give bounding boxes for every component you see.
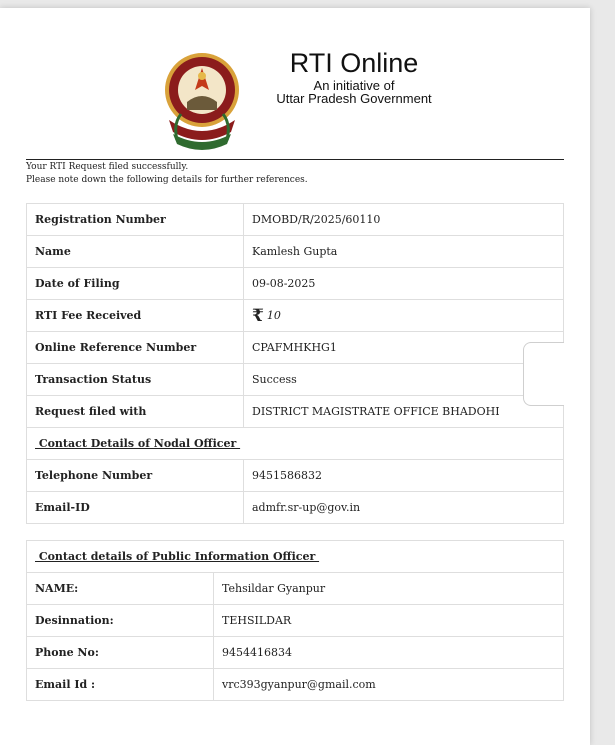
table-row bbox=[27, 605, 564, 637]
date-of-filing-value: 09-08-2025 bbox=[244, 268, 564, 300]
table-row bbox=[27, 669, 564, 701]
transaction-status-label: Transaction Status bbox=[27, 364, 244, 396]
telephone-number-value: 9451586832 bbox=[244, 460, 564, 492]
table-row bbox=[27, 573, 564, 605]
pio-name-value: Tehsildar Gyanpur bbox=[214, 573, 564, 605]
table-row bbox=[27, 332, 564, 364]
table-row bbox=[27, 204, 564, 236]
request-details-table bbox=[26, 203, 564, 524]
success-message bbox=[26, 161, 308, 187]
side-scroll-handle[interactable] bbox=[523, 342, 564, 406]
subtitle-initiative: An initiative of bbox=[313, 78, 395, 93]
table-row bbox=[27, 541, 564, 573]
pio-phone-value: 9454416834 bbox=[214, 637, 564, 669]
up-government-emblem-icon bbox=[163, 50, 241, 158]
reference-note: Please note down the following details for further references. bbox=[26, 175, 308, 185]
name-label: Name bbox=[27, 236, 244, 268]
page bbox=[0, 8, 590, 745]
email-id-label: Email-ID bbox=[27, 492, 244, 524]
header bbox=[0, 8, 590, 158]
pio-email-label: Email Id : bbox=[27, 669, 214, 701]
rti-fee-label: RTI Fee Received bbox=[27, 300, 244, 332]
online-reference-label: Online Reference Number bbox=[27, 332, 244, 364]
table-row bbox=[27, 236, 564, 268]
pio-designation-label: Desinnation: bbox=[27, 605, 214, 637]
table-row bbox=[27, 364, 564, 396]
pio-name-label: NAME: bbox=[27, 573, 214, 605]
rti-fee-value: 10 bbox=[266, 308, 281, 322]
registration-number-value: DMOBD/R/2025/60110 bbox=[244, 204, 564, 236]
table-row bbox=[27, 396, 564, 428]
success-line: Your RTI Request filed successfully. bbox=[26, 162, 189, 172]
table-row bbox=[27, 300, 564, 332]
telephone-number-label: Telephone Number bbox=[27, 460, 244, 492]
registration-number-label: Registration Number bbox=[27, 204, 244, 236]
pio-details-table bbox=[26, 540, 564, 701]
email-id-value: admfr.sr-up@gov.in bbox=[244, 492, 564, 524]
pio-designation-value: TEHSILDAR bbox=[214, 605, 564, 637]
transaction-status-value: Success bbox=[244, 364, 564, 396]
subtitle-government: Uttar Pradesh Government bbox=[276, 91, 432, 106]
pio-phone-label: Phone No: bbox=[27, 637, 214, 669]
table-row bbox=[27, 428, 564, 460]
rti-fee-cell bbox=[244, 300, 564, 332]
table-row bbox=[27, 492, 564, 524]
online-reference-value: CPAFMHKHG1 bbox=[244, 332, 564, 364]
pio-email-value: vrc393gyanpur@gmail.com bbox=[214, 669, 564, 701]
rupee-icon: ₹ bbox=[252, 305, 264, 326]
request-filed-with-label: Request filed with bbox=[27, 396, 244, 428]
nodal-officer-heading: Contact Details of Nodal Officer bbox=[27, 428, 564, 460]
page-title: RTI Online bbox=[289, 48, 419, 78]
pio-heading: Contact details of Public Information Officer bbox=[27, 541, 564, 573]
table-row bbox=[27, 460, 564, 492]
table-row bbox=[27, 268, 564, 300]
header-divider bbox=[26, 159, 564, 160]
request-filed-with-value: DISTRICT MAGISTRATE OFFICE BHADOHI bbox=[244, 396, 564, 428]
table-row bbox=[27, 637, 564, 669]
title-block bbox=[262, 48, 446, 105]
name-value: Kamlesh Gupta bbox=[244, 236, 564, 268]
date-of-filing-label: Date of Filing bbox=[27, 268, 244, 300]
